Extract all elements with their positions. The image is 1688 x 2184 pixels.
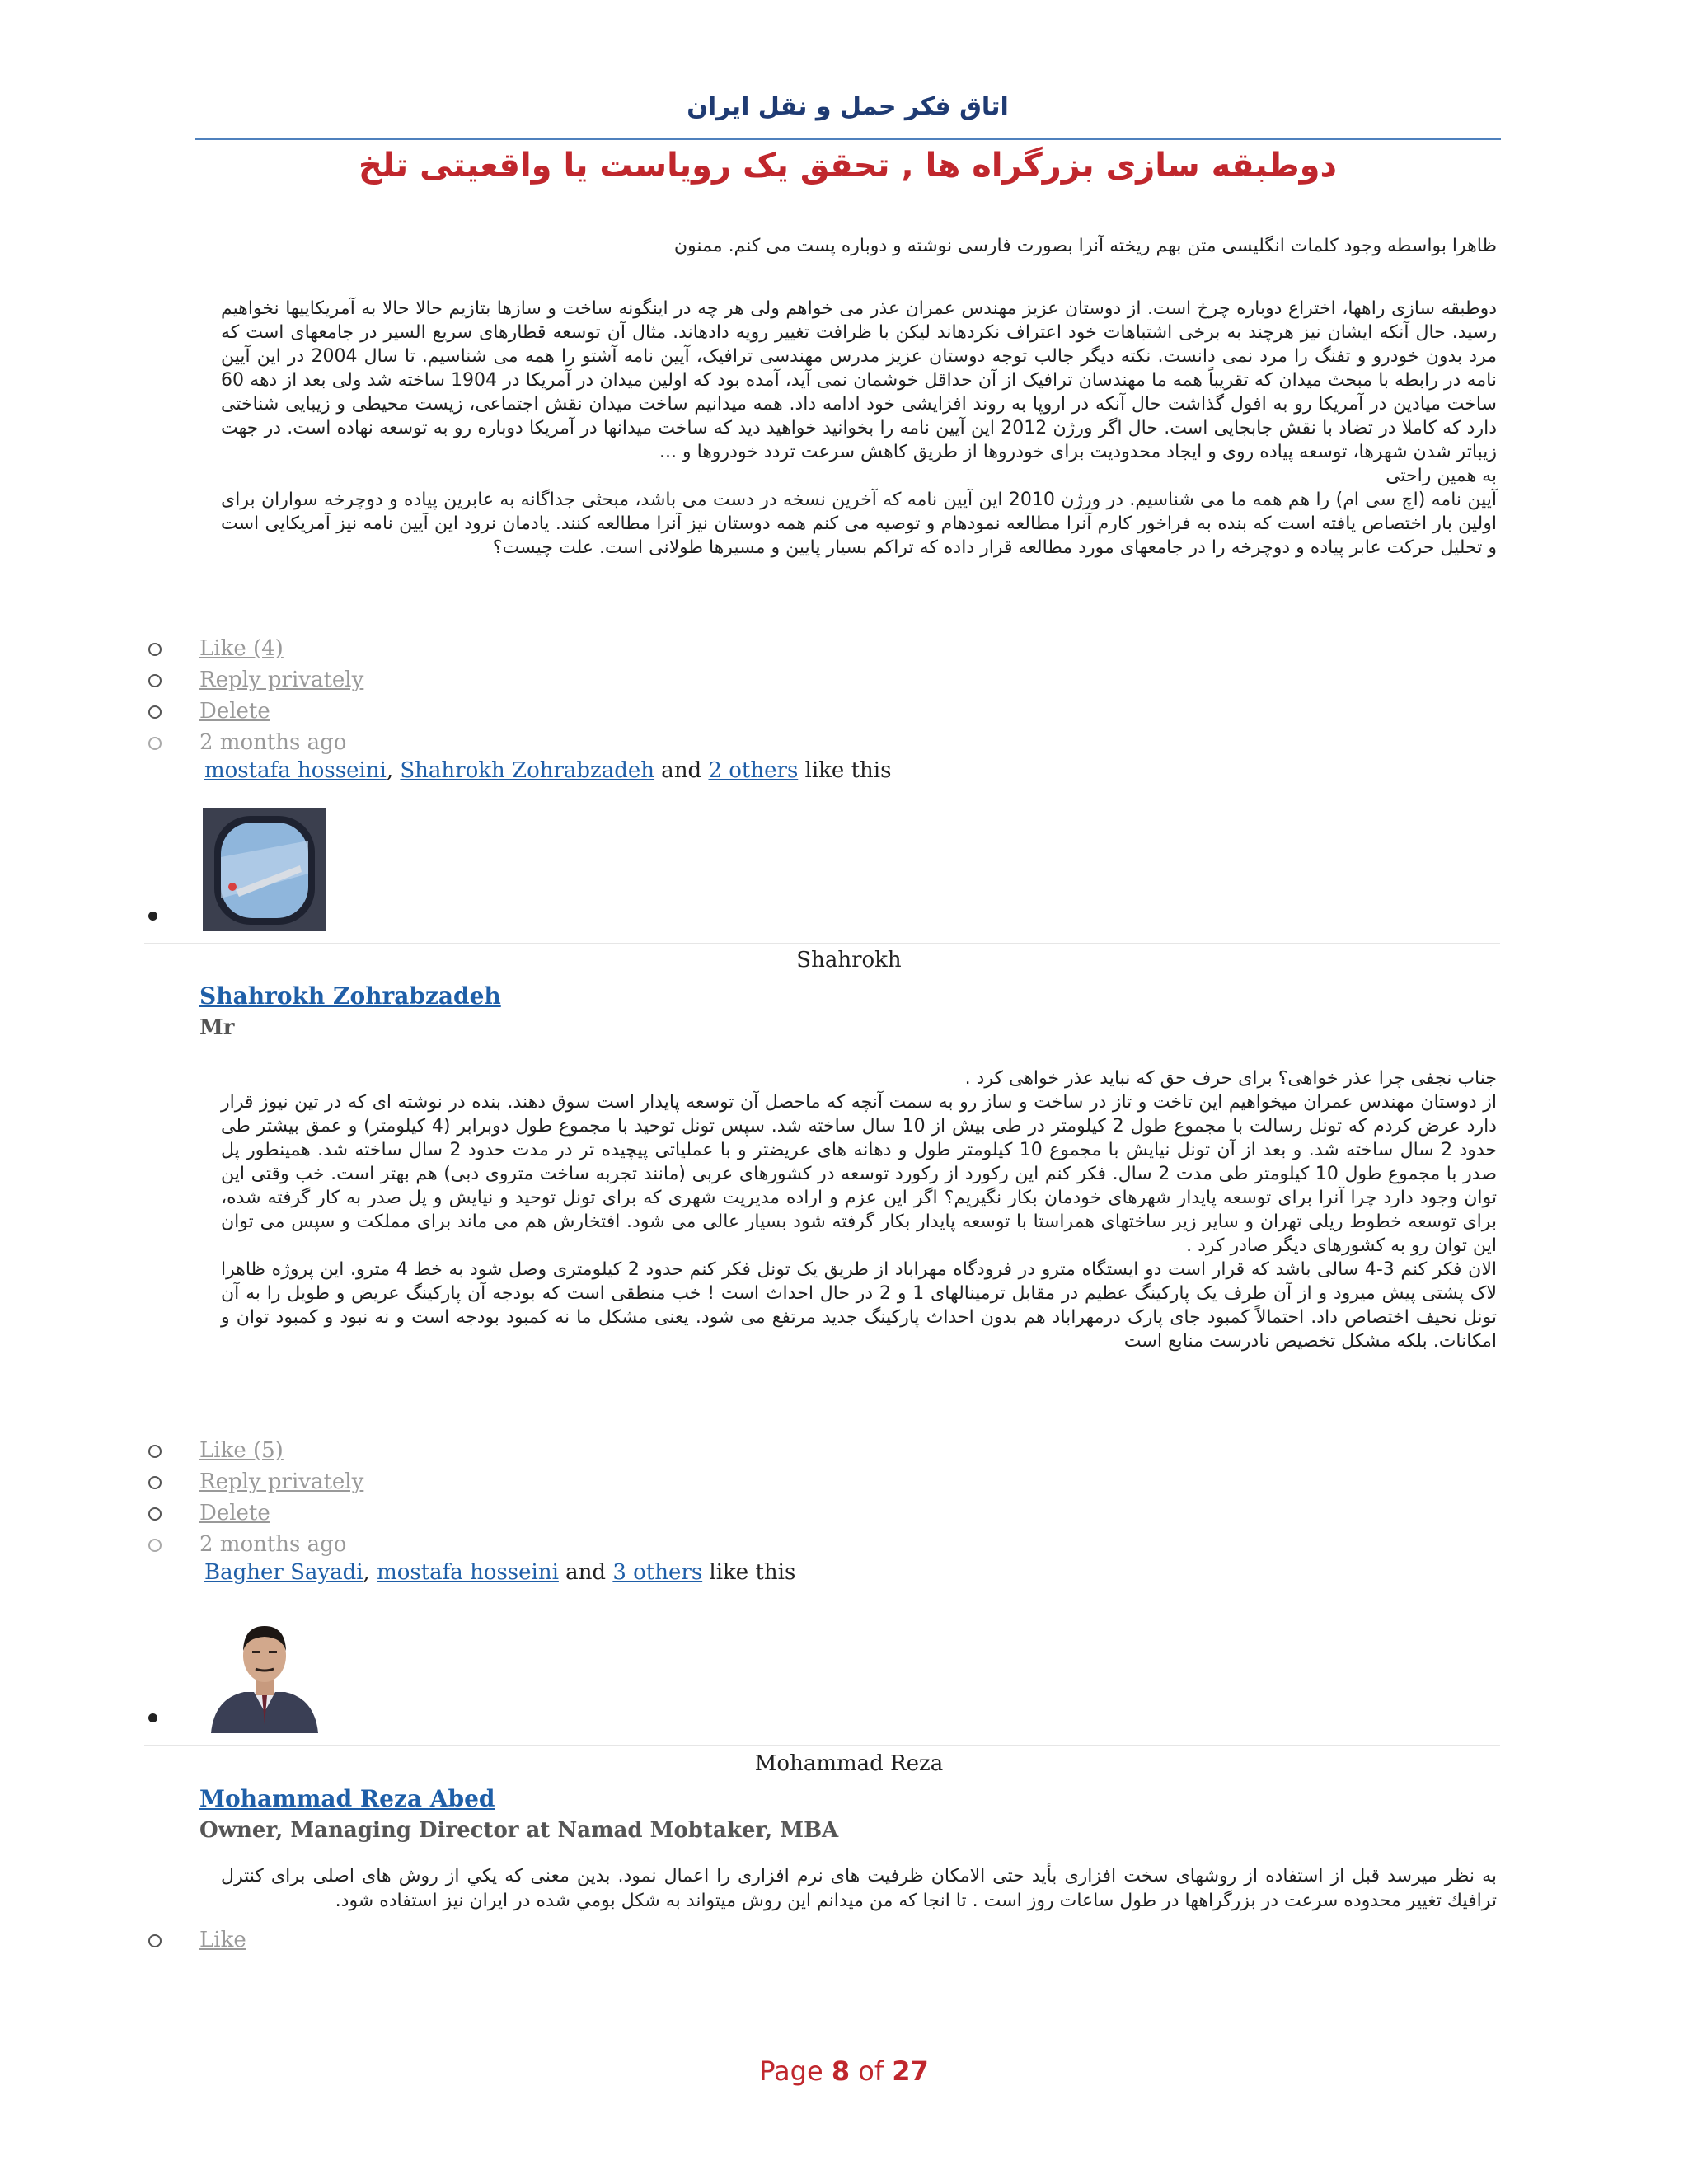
post-2-reply-item xyxy=(148,1466,363,1497)
post-2-like-item xyxy=(148,1435,363,1466)
circle-bullet-icon xyxy=(148,674,162,687)
post-3-author-short: Mohammad Reza xyxy=(754,1751,944,1776)
page-number-footer xyxy=(0,2055,1688,2087)
separator-text: , xyxy=(386,758,401,783)
post-1-like-item xyxy=(148,633,363,664)
like-this-text: like this xyxy=(702,1560,796,1585)
post-2-liker-2[interactable]: mostafa hosseini xyxy=(377,1560,559,1585)
separator-text: , xyxy=(363,1560,377,1585)
post-1-liker-2[interactable]: Shahrokh Zohrabzadeh xyxy=(400,758,655,783)
post-1-delete-link[interactable]: Delete xyxy=(199,699,270,724)
post-2-others-link[interactable]: 3 others xyxy=(612,1560,703,1585)
divider xyxy=(144,943,1500,944)
post-1-like-link[interactable]: Like (4) xyxy=(199,636,284,661)
post-3-author-title: Owner, Managing Director at Namad Mobtaker, MBA xyxy=(199,1818,839,1843)
post-1-liker-1[interactable]: mostafa hosseini xyxy=(204,758,387,783)
circle-bullet-icon xyxy=(148,643,162,656)
post-2-likes-line xyxy=(204,1560,795,1585)
post-2-author-short: Shahrokh xyxy=(796,948,902,972)
and-text: and xyxy=(558,1560,613,1585)
post-2-time-item xyxy=(148,1529,363,1560)
page-label: Page xyxy=(759,2055,832,2087)
header-rule xyxy=(195,138,1501,140)
post-2-delete-item xyxy=(148,1497,363,1529)
post-1-time-item xyxy=(148,727,363,758)
and-text: and xyxy=(654,758,709,783)
post-1-others-link[interactable]: 2 others xyxy=(708,758,799,783)
divider xyxy=(144,1745,1500,1746)
avatar-airplane-window[interactable] xyxy=(203,808,326,931)
post-2-author-name[interactable]: Shahrokh Zohrabzadeh xyxy=(199,982,501,1010)
post-3-body: به نظر میرسد قبل از استفاده از روشهای سخت افزاری بأید حتی الامکان ظرفیت های نرم افزاری را اعمال نمود. بدين معنی که يکي از روش های اصلی برای کنترل ترافيك تغییر محدوده سرعت در بزرگراهها در طول ساعات روز است . تا انجا که من ميدانم اين روش ميتواند به شکل بومي شده در ايران نيز استفاده شود. xyxy=(221,1866,1497,1911)
post-1-likes-line xyxy=(204,758,891,783)
post-2-reply-link[interactable]: Reply privately xyxy=(199,1469,364,1494)
post-3-like-link[interactable]: Like xyxy=(199,1928,246,1952)
avatar-portrait[interactable] xyxy=(203,1610,326,1733)
post-2-delete-link[interactable]: Delete xyxy=(199,1501,270,1526)
like-this-text: like this xyxy=(798,758,892,783)
running-header: اتاق فکر حمل و نقل ایران xyxy=(687,92,1009,121)
post-2-timestamp: 2 months ago xyxy=(199,1532,347,1557)
page-of-label: of xyxy=(850,2055,893,2087)
airplane-window-icon xyxy=(203,808,326,931)
circle-bullet-icon xyxy=(148,1507,162,1521)
post-3-actions xyxy=(148,1924,246,1956)
intro-paragraph: ظاهرا بواسطه وجود کلمات انگلیسی متن بهم ریخته آنرا بصورت فارسی نوشته و دوباره پست می کنم. ممنون xyxy=(673,236,1497,256)
disc-bullet-icon xyxy=(148,912,157,921)
disc-bullet-icon xyxy=(148,1713,157,1722)
circle-bullet-icon xyxy=(148,737,162,750)
post-1-delete-item xyxy=(148,696,363,727)
circle-bullet-icon xyxy=(148,1476,162,1489)
circle-bullet-icon xyxy=(148,1539,162,1552)
post-1-actions xyxy=(148,633,363,758)
post-2-actions xyxy=(148,1435,363,1560)
post-3-author-name[interactable]: Mohammad Reza Abed xyxy=(199,1785,495,1812)
post-2-like-link[interactable]: Like (5) xyxy=(199,1438,284,1463)
post-1-reply-link[interactable]: Reply privately xyxy=(199,668,364,692)
page-current: 8 xyxy=(831,2055,851,2087)
post-1-timestamp: 2 months ago xyxy=(199,730,347,755)
person-portrait-icon xyxy=(203,1610,326,1733)
post-2-liker-1[interactable]: Bagher Sayadi xyxy=(204,1560,363,1585)
page-total: 27 xyxy=(892,2055,929,2087)
document-title: دوطبقه سازی بزرگراه ها , تحقق یک رویاست یا واقعیتی تلخ xyxy=(358,147,1338,185)
circle-bullet-icon xyxy=(148,705,162,719)
post-1-body: دوطبقه سازی راهها، اختراع دوباره چرخ است. از دوستان عزیز مهندس عمران عذر می خواهم ولی هر چه در اینگونه ساخت و سازها بتازیم حالا حالا به آمریکاییها نخواهیم رسید. حال آنکه ایشان نیز هرچند به برخی اشتباهات خود اعتراف نکردهاند لیکن با ظرافت تغییر رویه دادهاند. مثال آن توسعه قطارهای سریع السیر در جامعهای است که مرد بدون خودرو و تفنگ را مرد نمی دانست. نکته دیگر جالب توجه دوستان عزیز مدرس مهندسی ترافیک، آیین نامه آشتو را همه می شناسیم. تا سال 2004 در این آیین نامه در رابطه با مبحث میدان که تقریباً همه ما مهندسان ترافیک از آن حداقل خوشمان نمی آید، آمده بود که اولین میدان در آمریکا در 1904 ساخته شد ولی بعد از دهه 60 ساخت میادین در آمریکا رو به افول گذاشت حال آنکه در اروپا به روند افزایشی خود ادامه داد. همه میدانیم ساخت میدان نقش اجتماعی، زیست محیطی و زیبایی شناختی دارد که کاملا در تضاد با نقش جابجایی است. حال اگر ورژن 2012 این آیین نامه را بخوانید خواهید دید که ساخت میدانها در آمریکا دوباره رو به توسعه نهاده است. در جهت زیباتر شدن شهرها، توسعه پیاده روی و ایجاد محدودیت برای خودروها از طریق کاهش سرعت تردد خودروها و ... به همین راحتی آیین نامه (اچ سی ام) را هم همه ما می شناسیم. در ورژن 2010 این آیین نامه که آخرین نسخه در دست می باشد، مبحثی جداگانه به عابرین پیاده و دوچرخه سواران برای اولین بار اختصاص یافته است که بنده به فراخور کارم آنرا مطالعه نمودهام و توصیه می کنم همه دوستان نیز آنرا مطالعه کنند. یادمان نرود این آیین نامه نیز آمریکایی است و تحلیل حرکت عابر پیاده و دوچرخه را در جامعهای مورد مطالعه قرار داده که تراکم بسیار پایین و مسیرها طولانی است. علت چیست؟ xyxy=(221,298,1498,558)
circle-bullet-icon xyxy=(148,1445,162,1458)
post-2-author-title: Mr xyxy=(199,1015,235,1040)
post-3-like-item xyxy=(148,1924,246,1956)
post-2-body: جناب نجفی چرا عذر خواهی؟ برای حرف حق که نباید عذر خواهی کرد . از دوستان مهندس عمران میخواهیم این تاخت و تاز در ساخت و ساز رو به سمت آنچه که ماحصل آن توسعه پایدار است سوق دهند. بنده در نوشته ای که در تین نیوز قرار دارد عرض کردم که تونل رسالت با مجموع طول 2 کیلومتر در طی بیش از 10 سال ساخته شد. سپس تونل توحید با مجموع طول دوبرابر (4 کیلومتر) و عمق بیشتر طی حدود 2 سال ساخته شد. و بعد از آن تونل نیایش با مجموع 10 کیلومتر طول و دهانه های عریضتر و با عملیاتی پیچیده تر در مدت حدود 2 سال ساخته شد. همینطور پل صدر با مجموع طول 10 کیلومتر طی مدت 2 سال. فکر کنم این رکورد از رکورد توسعه در کشورهای عربی (مانند تجربه ساخت متروی دبی) هم بهتر است. خب وقتی این توان وجود دارد چرا آنرا برای توسعه پایدار شهرهای خودمان بکار نگیریم؟ اگر این عزم و اراده مدیریت شهری که برای تونل توحید و نیایش و پل صدر به کار گرفته شده، برای توسعه خطوط ریلی تهران و سایر زیر ساختهای همراستا با توسعه پایدار بکار گرفته شود بسیار عالی می شود. افتخارش هم می ماند برای مملکت و سپس می توان این توان رو به کشورهای دیگر صادر کرد . الان فکر کنم 3-4 سالی باشد که قرار است دو ایستگاه مترو در فرودگاه مهراباد از طریق یک تونل فکر کنم حدود 2 کیلومتری وصل شود به خط 4 مترو. این پروژه ظاهرا لاک پشتی پیش میرود و از آن طرف یک پارکینگ عظیم در مقابل ترمینالهای 1 و 2 در حال احداث است ! خب منطقی است که بودجه آن پارکینگ عریض و طویل را به آن تونل نحیف اختصاص داد. احتمالاً کمبود جای پارک درمهراباد هم بدون احداث پارکینگ جدید مرتفع می شود. یعنی مشکل ما نه کمبود بودجه است و نه نبود و کمبود توان و امکانات. بلکه مشکل تخصیص نادرست منابع است xyxy=(221,1068,1498,1352)
circle-bullet-icon xyxy=(148,1934,162,1947)
post-1-reply-item xyxy=(148,664,363,696)
